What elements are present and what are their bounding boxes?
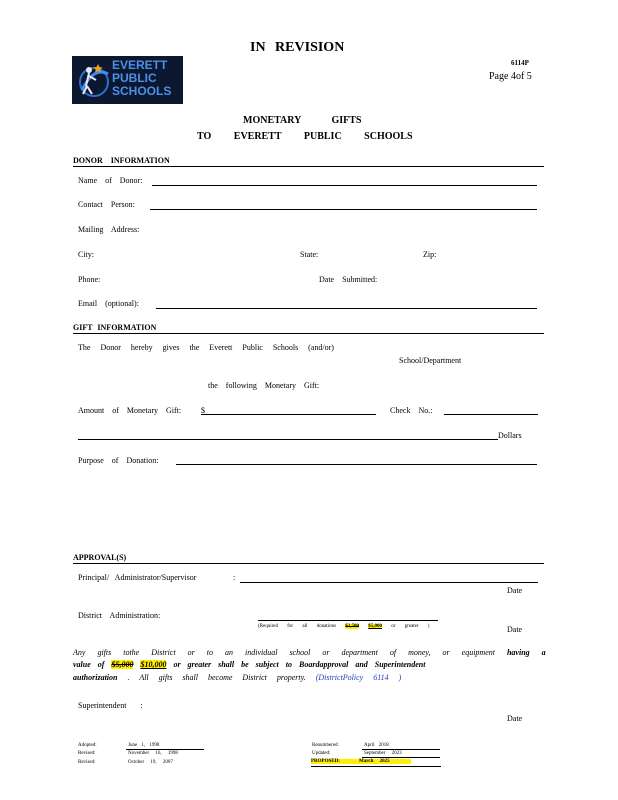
logo-word-3: SCHOOLS bbox=[112, 84, 172, 98]
gift-section-heading: GIFT INFORMATION bbox=[73, 323, 157, 332]
date-submitted-label: Date Submitted: bbox=[319, 275, 378, 284]
donor-section-rule bbox=[73, 166, 544, 167]
amount-label: Amount of Monetary Gift: bbox=[78, 406, 182, 415]
principal-label: Principal/ Administrator/Supervisor bbox=[78, 573, 197, 582]
policy-reference-link[interactable]: (DistrictPolicy 6114 ) bbox=[315, 673, 402, 682]
renumbered-label: Renumbered: bbox=[312, 743, 339, 748]
renumbered-rule bbox=[362, 749, 440, 750]
approval-section-rule bbox=[73, 563, 544, 564]
required-amount-old: $2,500 bbox=[345, 624, 360, 629]
adopted-rule bbox=[126, 749, 204, 750]
principal-colon: : bbox=[233, 573, 236, 582]
email-field[interactable] bbox=[156, 308, 537, 309]
revised-1-value: November 16, 1998 bbox=[128, 751, 178, 756]
proposed-highlight bbox=[311, 759, 411, 764]
required-note-suffix: or greater ) bbox=[391, 624, 430, 629]
adopted-value: June 1, 1998 bbox=[128, 743, 160, 748]
required-note-prefix: (Required for all donations bbox=[258, 624, 337, 629]
amount-field[interactable] bbox=[201, 414, 376, 415]
proposed-value: March 2025 bbox=[359, 759, 411, 764]
date-label-district: Date bbox=[507, 625, 523, 634]
revised-2-value: October 19, 2007 bbox=[128, 760, 173, 765]
mailing-address-label: Mailing Address: bbox=[78, 225, 140, 234]
proposed-rule bbox=[311, 766, 441, 767]
state-label: State: bbox=[300, 250, 319, 259]
email-label: Email (optional): bbox=[78, 299, 139, 308]
donor-name-label: Name of Donor: bbox=[78, 176, 143, 185]
district-admin-label: District Administration: bbox=[78, 611, 161, 620]
logo-text bbox=[112, 59, 171, 98]
dollar-sign: $ bbox=[201, 406, 205, 415]
form-title-line-2: TO EVERETT PUBLIC SCHOOLS bbox=[197, 131, 413, 142]
logo-word-2: PUBLIC bbox=[112, 71, 157, 85]
policy-authorization: authorization bbox=[73, 673, 118, 682]
zip-label: Zip: bbox=[423, 250, 437, 259]
amount-in-words-field[interactable] bbox=[78, 439, 498, 440]
purpose-field[interactable] bbox=[176, 464, 537, 465]
policy-line1-bold: having a bbox=[506, 648, 546, 657]
policy-line1-text: Any gifts tothe District or to an individual school or department of money, or equipment bbox=[73, 648, 495, 657]
policy-text-line-1 bbox=[73, 648, 546, 657]
date-label-principal: Date bbox=[507, 586, 523, 595]
district-admin-signature-field[interactable] bbox=[258, 620, 438, 621]
policy-amount-old: $5,000 bbox=[111, 660, 134, 669]
gift-section-rule bbox=[73, 333, 544, 334]
contact-person-label: Contact Person: bbox=[78, 200, 135, 209]
purpose-label: Purpose of Donation: bbox=[78, 456, 159, 465]
donor-section-heading: DONOR INFORMATION bbox=[73, 156, 170, 165]
policy-text-line-3 bbox=[73, 673, 401, 682]
city-label: City: bbox=[78, 250, 95, 259]
everett-public-schools-logo bbox=[72, 56, 183, 104]
policy-line2-rest: or greater shall be subject to Boardapproval and Superintendent bbox=[173, 660, 426, 669]
check-number-field[interactable] bbox=[444, 414, 538, 415]
policy-number: 6114P bbox=[511, 59, 529, 67]
phone-label: Phone: bbox=[78, 275, 101, 284]
updated-label: Updated: bbox=[312, 751, 331, 756]
donor-name-field[interactable] bbox=[152, 185, 537, 186]
form-title-line-1: MONETARY GIFTS bbox=[243, 115, 362, 126]
logo-word-1: EVERETT bbox=[112, 58, 168, 72]
logo-figure-icon bbox=[72, 56, 116, 104]
page-number: Page 4of 5 bbox=[489, 71, 532, 82]
revised-1-label: Revised: bbox=[78, 751, 96, 756]
updated-rule bbox=[362, 757, 440, 758]
updated-value: September 2023 bbox=[364, 751, 402, 756]
adopted-label: Adopted: bbox=[78, 743, 97, 748]
date-label-superintendent: Date bbox=[507, 714, 523, 723]
revised-2-label: Revised: bbox=[78, 760, 96, 765]
required-note bbox=[258, 624, 429, 629]
policy-line3-rest: . All gifts shall become District property. bbox=[127, 673, 306, 682]
contact-person-field[interactable] bbox=[150, 209, 537, 210]
check-number-label: Check No.: bbox=[390, 406, 433, 415]
following-gift-text: the following Monetary Gift: bbox=[208, 381, 320, 390]
renumbered-value: April 2018 bbox=[364, 743, 389, 748]
superintendent-label: Superintendent : bbox=[78, 701, 143, 710]
approval-section-heading: APPROVAL(S) bbox=[73, 553, 127, 562]
proposed-label: PROPOSED: bbox=[311, 759, 359, 764]
principal-signature-field[interactable] bbox=[240, 582, 538, 583]
policy-line2-value-of: value of bbox=[73, 660, 105, 669]
school-department-label: School/Department bbox=[399, 356, 462, 365]
revision-heading: IN REVISION bbox=[250, 40, 345, 55]
donor-gives-text: The Donor hereby gives the Everett Public Schools (and/or) bbox=[78, 343, 334, 352]
policy-text-line-2 bbox=[73, 660, 425, 669]
required-amount-new: $5,000 bbox=[368, 624, 383, 629]
policy-amount-new: $10,000 bbox=[140, 660, 167, 669]
dollars-label: Dollars bbox=[498, 431, 522, 440]
